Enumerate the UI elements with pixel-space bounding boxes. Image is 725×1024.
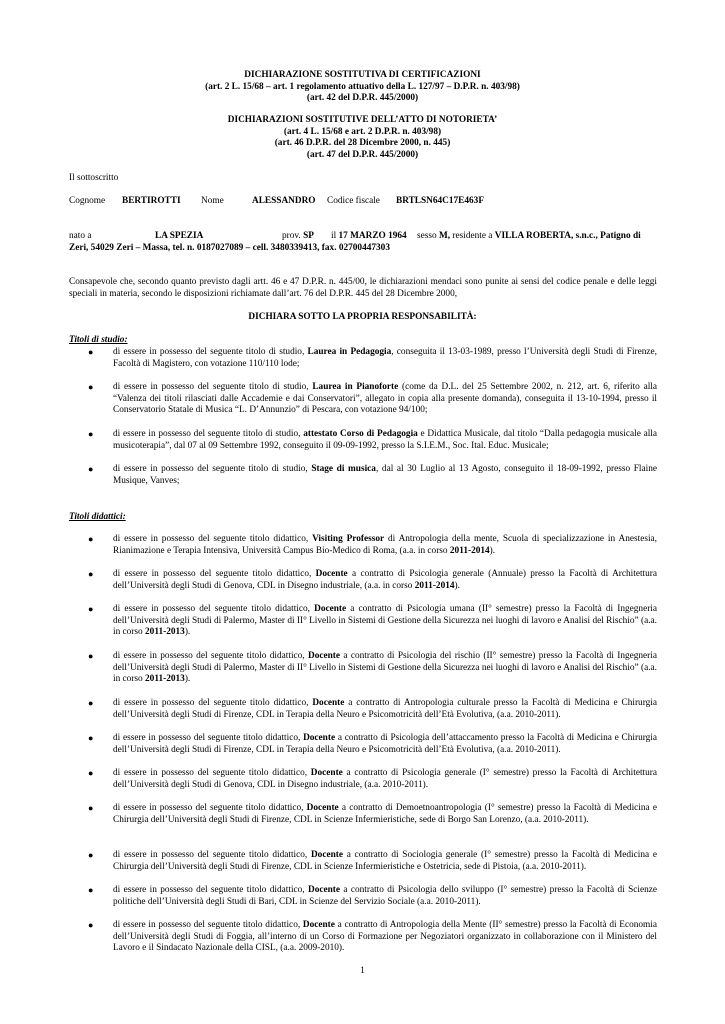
list-item-text bbox=[92, 920, 657, 955]
provincia-label: prov. bbox=[282, 231, 301, 241]
bullet-icon: ● bbox=[88, 347, 94, 357]
text-run: a contratto di Psicologia dello sviluppo (I° semestre) presso la Facoltà di Scienze politiche dell’Università degli Studi di Bari, CDL in Scienze del Servizio Sociale (a.a. 2010-2011). bbox=[113, 885, 657, 907]
text-run: ). bbox=[489, 545, 496, 556]
header-line: (art. 46 D.P.R. del 28 Dicembre 2000, n. 445) bbox=[274, 138, 451, 149]
list-item bbox=[88, 464, 657, 487]
provincia-value: SP bbox=[303, 231, 314, 241]
bullet-icon: ● bbox=[88, 382, 94, 392]
text-run: di essere in possesso del seguente titolo didattico, bbox=[113, 733, 304, 743]
text-run: a contratto di Psicologia generale (I° semestre) presso la Facoltà di Architettura dell’Università degli Studi di Genova, CDL in Disegno industriale, (a.a. 2010-2011). bbox=[113, 768, 657, 790]
list-item-text bbox=[92, 569, 657, 592]
text-run: Docente bbox=[308, 885, 341, 895]
text-run: a contratto di Demoetnoantropologia (I° semestre) presso la Facoltà di Medicina e Chirurgia dell’Università degli Studi di Firenze, CDL in Scienze Infermieristiche, sede di Borgo San Lorenzo, (a.a. 2010-2011). bbox=[113, 803, 657, 825]
text-run: 2011-2013 bbox=[145, 627, 185, 638]
list-item bbox=[88, 604, 657, 639]
nome-value: ALESSANDRO bbox=[252, 196, 316, 206]
text-run: 2011-2014 bbox=[449, 545, 490, 556]
data-nascita-field bbox=[331, 231, 407, 243]
sesso-label: sesso bbox=[417, 231, 437, 241]
consapevole-paragraph: Consapevole che, secondo quanto previsto dagli artt. 46 e 47 D.P.R. n. 445/00, le dichiarazioni mendaci sono punite ai sensi del codice penale e delle leggi speciali in materia, secondo le disposizioni richiamate dall’art. 76 del D.P.R. 445 del 28 Dicembre 2000, bbox=[69, 277, 657, 299]
bullet-icon: ● bbox=[88, 920, 94, 930]
text-run: 2011-2013 bbox=[145, 674, 185, 685]
text-run: (come da D.L. del 25 Settembre 2002, n. 212, art. 6, riferito alla “Valenza dei titoli rilasciati dalle Accademie e dai Conservatori”, allegato in copia alla presente domanda), conseguita il 13-10-1994, presso il Conservatorio Statale di Musica “L. D’Annunzio” di Pescara, con votazione 94/100; bbox=[113, 382, 657, 416]
list-item bbox=[88, 569, 657, 592]
header-notorieta bbox=[0, 115, 725, 161]
luogo-nascita: LA SPEZIA bbox=[155, 231, 204, 241]
list-item bbox=[88, 803, 657, 826]
bullet-icon: ● bbox=[88, 885, 94, 895]
text-run: Docente bbox=[314, 604, 347, 614]
list-item-text bbox=[92, 382, 657, 417]
text-run: a contratto di Psicologia dell’attaccamento presso la Facoltà di Medicina e Chirurgia dell’Università degli Studi di Firenze, CDL in Terapia della Neuro e Psicomotricità dell’Età Evolutiva, (a.a. 2010-2011). bbox=[113, 733, 657, 755]
list-item bbox=[88, 429, 658, 452]
text-run: di essere in possesso del seguente titolo di studio, bbox=[113, 464, 312, 474]
text-run: a contratto di Antropologia culturale presso la Facoltà di Medicina e Chirurgia dell’Università degli Studi di Firenze, CDL in Terapia della Neuro e Psicomotricità dell’Età Evolutiva, (a.a. 2010-2011). bbox=[113, 698, 657, 720]
cognome-value: BERTIROTTI bbox=[122, 196, 181, 206]
text-run: Docente bbox=[302, 920, 335, 930]
text-run: di essere in possesso del seguente titolo didattico, bbox=[113, 569, 316, 579]
list-item-text bbox=[92, 733, 657, 756]
list-item-text bbox=[92, 347, 657, 370]
text-run: di essere in possesso del seguente titolo didattico, bbox=[113, 850, 311, 860]
list-item bbox=[88, 382, 657, 417]
text-run: attestato Corso di Pedagogia bbox=[303, 429, 418, 439]
bullet-icon: ● bbox=[88, 534, 94, 544]
text-run: di essere in possesso del seguente titolo didattico, bbox=[113, 885, 308, 895]
bullet-icon: ● bbox=[88, 604, 94, 614]
text-run: Docente bbox=[308, 651, 341, 661]
header-line: (art. 47 del D.P.R. 445/2000) bbox=[306, 149, 419, 160]
text-run: di essere in possesso del seguente titolo di studio, bbox=[113, 382, 313, 392]
text-run: a contratto di Sociologia generale (I° semestre) presso la Facoltà di Medicina e Chirurgia dell’Università degli Studi di Firenze, CDL in Scienze Infermieristiche e Ostetricia, sede di Pistoia, (a.a. 2010-2011). bbox=[113, 850, 657, 872]
list-item bbox=[88, 768, 657, 791]
list-item-text bbox=[92, 534, 657, 557]
sesso-residenza-field bbox=[417, 231, 641, 243]
residente-label: residente a bbox=[452, 231, 493, 241]
nato-label: nato a bbox=[69, 231, 92, 241]
text-run: Docente bbox=[306, 803, 339, 813]
bullet-icon: ● bbox=[88, 803, 94, 813]
list-item bbox=[88, 347, 657, 370]
list-item bbox=[88, 885, 657, 908]
bullet-icon: ● bbox=[88, 733, 94, 743]
list-item-text bbox=[92, 803, 657, 826]
text-run: Laurea in Pianoforte bbox=[312, 382, 399, 392]
list-item bbox=[88, 698, 657, 721]
data-nascita: 17 MARZO 1964 bbox=[338, 231, 407, 241]
header-line: (art. 42 del D.P.R. 445/2000) bbox=[306, 93, 419, 104]
header-title: DICHIARAZIONE SOSTITUTIVA DI CERTIFICAZIONI bbox=[244, 70, 481, 80]
list-item-text bbox=[92, 698, 657, 721]
bullet-icon: ● bbox=[88, 464, 94, 474]
list-item-text bbox=[92, 850, 657, 873]
list-item-text bbox=[92, 604, 657, 639]
header-title: DICHIARAZIONI SOSTITUTIVE DELL’ATTO DI NOTORIETA’ bbox=[227, 115, 498, 125]
text-run: a contratto di Antropologia della Mente (II° semestre) presso la Facoltà di Economia dell’Università degli Studi di Foggia, all’interno di un Corso di Formazione per Negoziatori organizzato in collaborazione con il Ministero del Lavoro e il Sindacato Nazionale della CISL, (a.a. 2009-2010). bbox=[113, 920, 657, 954]
bullet-icon: ● bbox=[88, 569, 94, 579]
page-number: 1 bbox=[360, 966, 365, 976]
text-run: ). bbox=[454, 580, 460, 591]
text-run: di essere in possesso del seguente titolo didattico, bbox=[113, 803, 307, 813]
text-run: di essere in possesso del seguente titolo didattico, bbox=[113, 604, 315, 614]
text-run: e Didattica Musicale, dal titolo “Dalla pedagogia musicale alla musicoterapia”, dal 07 al 09 Settembre 1992, conseguito il 09-09-1992, presso la S.I.E.M., Soc. Ital. Educ. Musicale; bbox=[113, 429, 658, 451]
text-run: a contratto di Psicologia umana (II° semestre) presso la Facoltà di Ingegneria dell’Università degli Studi di Palermo, Master di II° Livello in Sistemi di Gestione della Sicurezza nei luoghi di lavoro e Analisi del Rischio” (a.a. in corso bbox=[113, 604, 657, 638]
bullet-icon: ● bbox=[88, 651, 94, 661]
codice-fiscale-value: BRTLSN64C17E463F bbox=[396, 196, 485, 206]
text-run: 2011-2014 bbox=[414, 580, 455, 591]
nome-label: Nome bbox=[201, 196, 224, 206]
list-item-text bbox=[92, 429, 657, 452]
list-item bbox=[88, 733, 657, 756]
text-run: di essere in possesso del seguente titolo didattico, bbox=[113, 651, 308, 661]
text-run: di essere in possesso del seguente titolo didattico, bbox=[113, 534, 313, 544]
list-item bbox=[88, 850, 657, 873]
residenza-value: VILLA ROBERTA, s.n.c., Patigno di bbox=[494, 231, 641, 241]
header-certificazioni bbox=[0, 70, 725, 105]
header-line: (art. 4 L. 15/68 e art. 2 D.P.R. n. 403/98) bbox=[283, 126, 442, 137]
list-item bbox=[88, 534, 657, 557]
residenza-continuation: Zeri, 54029 Zeri – Massa, tel. n. 0187027089 – cell. 3480339413, fax. 02700447303 bbox=[69, 243, 390, 253]
text-run: Laurea in Pedagogia bbox=[307, 347, 392, 357]
dichiara-heading: DICHIARA SOTTO LA PROPRIA RESPONSABILITÀ: bbox=[248, 312, 477, 322]
list-item bbox=[88, 920, 657, 955]
text-run: , dal al 30 Luglio al 13 Agosto, conseguito il 18-09-1992, presso Flaine Musique, Vanves; bbox=[113, 464, 657, 486]
bullet-icon: ● bbox=[88, 768, 94, 778]
text-run: , conseguita il 13-03-1989, presso l’Università degli Studi di Firenze, Facoltà di Magistero, con votazione 110/110 lode; bbox=[113, 347, 657, 369]
text-run: Docente bbox=[312, 698, 345, 708]
cognome-label: Cognome bbox=[69, 196, 106, 206]
sottoscritto-label: Il sottoscritto bbox=[69, 173, 119, 183]
codice-fiscale-label: Codice fiscale bbox=[327, 196, 380, 206]
header-line: (art. 2 L. 15/68 – art. 1 regolamento attuativo della L. 127/97 – D.P.R. n. 403/98) bbox=[205, 81, 520, 92]
titoli-didattici-heading: Titoli didattici: bbox=[69, 512, 126, 522]
list-item-text bbox=[92, 464, 657, 487]
text-run: a contratto di Psicologia del rischio (II° semestre) presso la Facoltà di Ingegneria dell’Università degli Studi di Palermo, Master di II° Livello in Sistemi di Gestione della Sicurezza nei luoghi di lavoro e Analisi del Rischio” (a.a. in corso bbox=[113, 651, 657, 685]
text-run: Docente bbox=[310, 768, 343, 778]
sesso-value: M, bbox=[438, 231, 451, 241]
text-run: Docente bbox=[310, 850, 343, 860]
text-run: Docente bbox=[303, 733, 336, 743]
data-label: il bbox=[331, 231, 337, 241]
bullet-icon: ● bbox=[88, 429, 94, 439]
provincia-field bbox=[282, 231, 314, 243]
text-run: ). bbox=[184, 674, 191, 685]
text-run: ). bbox=[184, 627, 191, 638]
text-run: Stage di musica bbox=[311, 464, 376, 474]
text-run: di essere in possesso del seguente titolo di studio, bbox=[113, 347, 308, 357]
text-run: Visiting Professor bbox=[312, 534, 385, 544]
text-run: a contratto di Psicologia generale (Annuale) presso la Facoltà di Architettura dell’Università degli Studi di Genova, CDL in Disegno industriale, (a.a. in corso bbox=[113, 569, 657, 591]
bullet-icon: ● bbox=[88, 698, 94, 708]
list-item-text bbox=[92, 768, 657, 791]
list-item bbox=[88, 651, 657, 686]
list-item-text bbox=[92, 885, 657, 908]
titoli-studio-heading: Titoli di studio: bbox=[69, 335, 128, 345]
text-run: di Antropologia della mente, Scuola di specializzazione in Anestesia, Rianimazione e Terapia Intensiva, Università Campus Bio-Medico di Roma, (a.a. in corso bbox=[113, 534, 657, 556]
bullet-icon: ● bbox=[88, 850, 94, 860]
text-run: di essere in possesso del seguente titolo didattico, bbox=[113, 920, 303, 930]
text-run: di essere in possesso del seguente titolo didattico, bbox=[113, 768, 311, 778]
list-item-text bbox=[92, 651, 657, 686]
text-run: di essere in possesso del seguente titolo didattico, bbox=[113, 698, 313, 708]
text-run: di essere in possesso del seguente titolo di studio, bbox=[113, 429, 304, 439]
text-run: Docente bbox=[315, 569, 348, 579]
